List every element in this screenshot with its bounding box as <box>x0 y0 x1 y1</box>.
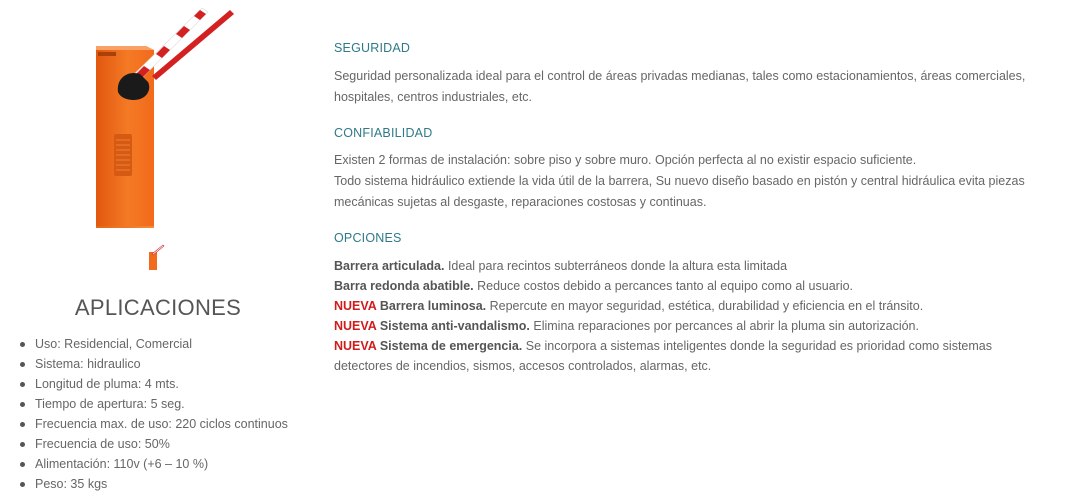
option-title: Sistema de emergencia. <box>376 339 523 353</box>
product-column <box>0 0 320 492</box>
list-item: Peso: 35 kgs <box>20 474 288 492</box>
text-line: Existen 2 formas de instalación: sobre piso y sobre muro. Opción perfecta al no existir espacio suficiente. <box>334 153 917 167</box>
reliability-heading: CONFIABILIDAD <box>334 126 433 140</box>
option-title: Barrera articulada. <box>334 259 445 273</box>
option-title: Barra redonda abatible. <box>334 279 474 293</box>
list-item: Uso: Residencial, Comercial <box>20 334 288 354</box>
list-item: Sistema: hidraulico <box>20 354 288 374</box>
security-text <box>334 66 1025 108</box>
option-item <box>334 336 992 356</box>
option-item <box>334 256 992 276</box>
text-line: Todo sistema hidráulico extiende la vida útil de la barrera, Su nuevo diseño basado en pistón y central hidráulica evita piezas <box>334 174 1025 188</box>
options-list <box>334 256 992 376</box>
option-text: Reduce costos debido a percances tanto al equipo como al usuario. <box>473 279 854 293</box>
new-badge: NUEVA <box>334 319 377 333</box>
option-item <box>334 296 992 316</box>
option-text: Elimina reparaciones por percances al abrir la pluma sin autorización. <box>529 319 919 333</box>
new-badge: NUEVA <box>334 299 377 313</box>
security-heading: SEGURIDAD <box>334 41 411 55</box>
barrier-gate-image <box>84 6 244 228</box>
list-item: Frecuencia de uso: 50% <box>20 434 288 454</box>
reliability-text <box>334 150 1025 213</box>
option-text: Se incorpora a sistemas inteligentes donde la seguridad es prioridad como sistemas <box>522 339 992 353</box>
option-item <box>334 316 992 336</box>
text-line: Seguridad personalizada ideal para el control de áreas privadas medianas, tales como estacionamientos, áreas comerciales, <box>334 69 1026 83</box>
option-continuation: detectores de incendios, sismos, accesos controlados, alarmas, etc. <box>334 359 712 373</box>
product-thumbnail[interactable] <box>146 244 166 270</box>
text-line: mecánicas sujetas al desgaste, reparaciones costosas y continuas. <box>334 195 707 209</box>
list-item: Longitud de pluma: 4 mts. <box>20 374 288 394</box>
list-item: Frecuencia max. de uso: 220 ciclos continuos <box>20 414 288 434</box>
list-item: Alimentación: 110v (+6 – 10 %) <box>20 454 288 474</box>
option-title: Sistema anti-vandalismo. <box>376 319 530 333</box>
list-item: Tiempo de apertura: 5 seg. <box>20 394 288 414</box>
text-line: hospitales, centros industriales, etc. <box>334 90 533 104</box>
option-title: Barrera luminosa. <box>376 299 487 313</box>
option-text: Repercute en mayor seguridad, estética, durabilidad y eficiencia en el tránsito. <box>486 299 924 313</box>
applications-title: APLICACIONES <box>74 295 242 320</box>
new-badge: NUEVA <box>334 339 377 353</box>
options-heading: OPCIONES <box>334 231 402 245</box>
option-text: Ideal para recintos subterráneos donde la altura esta limitada <box>444 259 788 273</box>
option-item <box>334 276 992 296</box>
specs-list <box>20 334 288 492</box>
